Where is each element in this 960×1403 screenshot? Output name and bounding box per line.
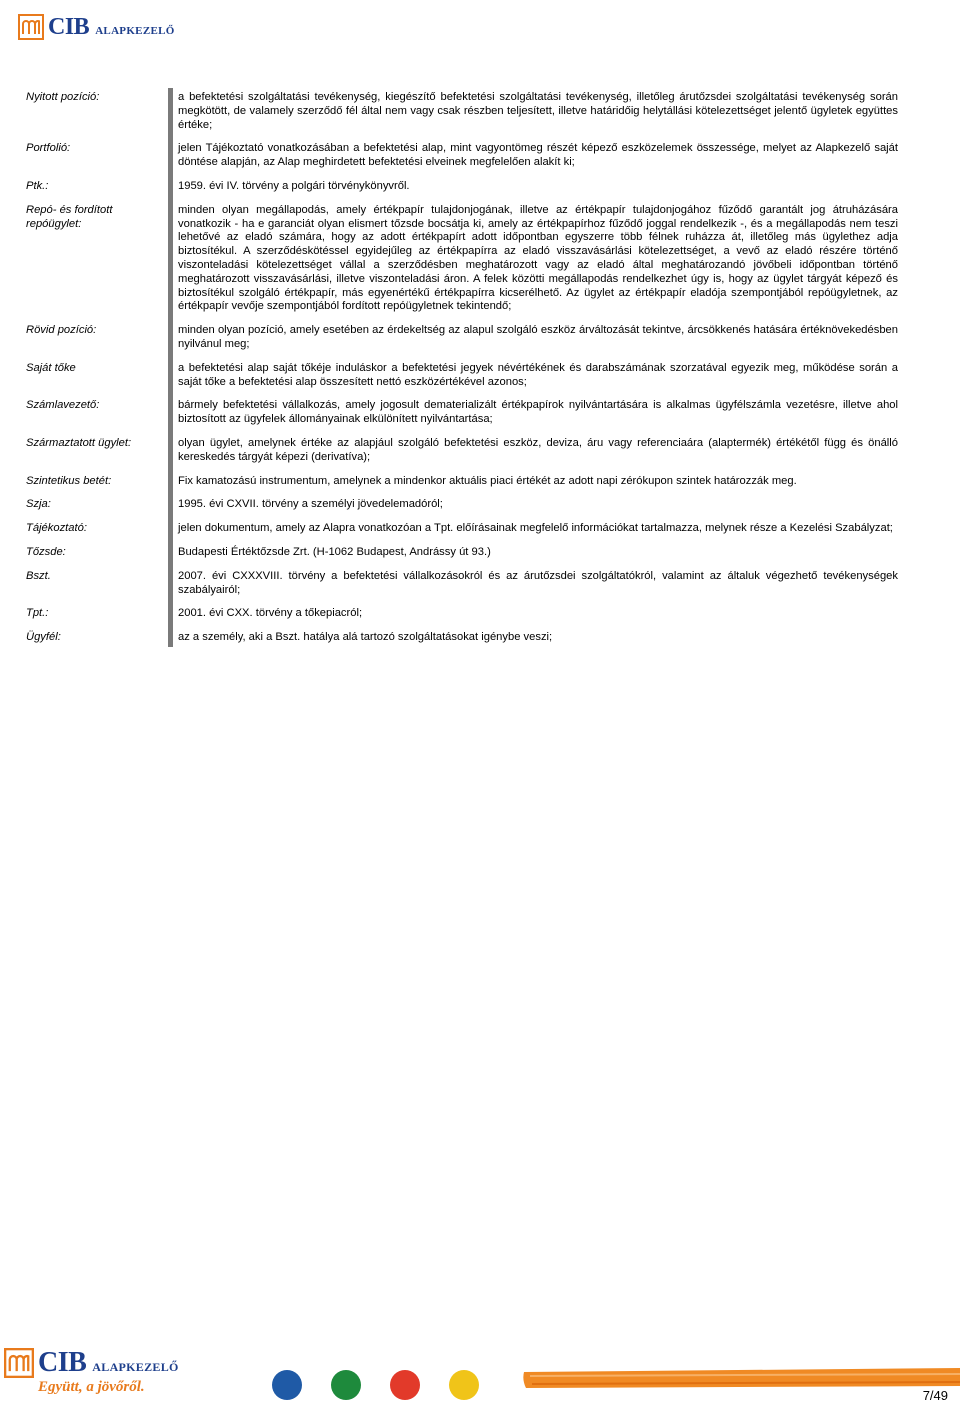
header-logo bbox=[18, 8, 175, 40]
definition-term: Repó- és fordított repóügylet: bbox=[26, 203, 113, 230]
cib-logo-icon bbox=[4, 1348, 34, 1378]
orange-brush-stripe bbox=[520, 1364, 960, 1394]
definition-row bbox=[26, 543, 898, 562]
definition-text: Budapesti Értéktőzsde Zrt. (H-1062 Budapest, Andrássy út 93.) bbox=[168, 538, 898, 562]
definition-text: a befektetési szolgáltatási tevékenység, kiegészítő befektetési szolgáltatási tevékenység, illetőleg árutőzsdei szolgáltatási tevékenység során megkötött, de valamely szerződő fél által nem vagy csak részben teljesített, illetve határidőig helytállási kötelezettséget jelentő ügyletek együttes értéke; bbox=[168, 88, 898, 134]
definition-term: Szja: bbox=[26, 498, 51, 511]
definitions-list bbox=[26, 88, 898, 652]
definition-text: bármely befektetési vállalkozás, amely jogosult dematerializált értékpapírok nyilvántartására is alkalmas ügyfélszámla vezetésre, illetve ahol biztosított az ügyfelek állományainak elkülönített nyilvántartása; bbox=[168, 391, 898, 429]
footer-brand: CIB bbox=[38, 1347, 87, 1378]
header-brand: CIB bbox=[48, 14, 90, 40]
definition-term: Származtatott ügylet: bbox=[26, 436, 132, 449]
definition-term: Nyitott pozíció: bbox=[26, 91, 100, 103]
definition-term: Ptk.: bbox=[26, 179, 49, 192]
page-number: 7/49 bbox=[922, 1388, 948, 1403]
definition-text: minden olyan pozíció, amely esetében az érdekeltség az alapul szolgáló eszköz árváltozását tekintve, árcsökkenés hatására értéknövekedésben nyilvánul meg; bbox=[168, 316, 898, 354]
yellow-dot bbox=[449, 1370, 479, 1400]
page-footer bbox=[0, 1340, 960, 1403]
definition-text: a befektetési alap saját tőkéje induláskor a befektetési jegyek névértékének és darabszámának szorzatával egyezik meg, működése során a saját tőke a befektetési alap összesített nettó eszközértékével azonos; bbox=[168, 354, 898, 392]
definition-term: Bszt. bbox=[26, 569, 51, 582]
definition-term: Tőzsde: bbox=[26, 545, 66, 558]
definition-text: minden olyan megállapodás, amely értékpapír tulajdonjogának, illetve az értékpapír tulajdonjogához fűződő garantált jog átruházására vonatkozik - ha e garanciát olyan elismert tőzsde bocsátja ki, amely az értékpapírhoz fűződő joggal rendelkezik -, és a megállapodás nem teszi lehetővé az eladó számára, hogy az adott értékpapírt adott időpontban egyszerre több félnek ruházza át, illetőleg más ügylethez adja biztosítékul. A szerződéskötéssel egyidejűleg az értékpapírra az eladó visszavásárlási kötelezettséget, a vevő az eladó részére történő viszonteladási kötelezettséget vállal a szerződésben meghatározott vagy az eladó által meghatározandó jövőbeli időpontban történő meghatározott visszavásárlási, illetve viszonteladási áron. A felek közötti megállapodás rendelkezhet úgy is, hogy az ügylet tárgyát képező és biztosítékul szolgáló értékpapír, más egyenértékű értékpapírra kicserélhető. Az ügylet az értékpapír eladója szempontjából repóügyletnek, az értékpapír vevője szempontjából fordított repóügyletnek tekintendő; bbox=[168, 196, 898, 316]
definition-term: Portfolió: bbox=[26, 142, 71, 155]
definition-term: Saját tőke bbox=[26, 361, 76, 374]
definition-row bbox=[26, 177, 898, 196]
definition-term: Számlavezető: bbox=[26, 399, 100, 412]
definition-row bbox=[26, 88, 898, 134]
definition-row bbox=[26, 396, 898, 429]
definition-text: jelen dokumentum, amely az Alapra vonatkozóan a Tpt. előírásainak megfelelő információkat tartalmazza, melynek része a Kezelési Szabályzat; bbox=[168, 514, 898, 538]
header-brand-sub: ALAPKEZELŐ bbox=[95, 25, 175, 37]
definition-term: Szintetikus betét: bbox=[26, 474, 112, 487]
definition-term: Rövid pozíció: bbox=[26, 324, 97, 337]
definition-row bbox=[26, 628, 898, 647]
definition-row bbox=[26, 434, 898, 467]
color-dots bbox=[272, 1370, 508, 1400]
footer-slogan: Együtt, a jövőről. bbox=[38, 1379, 145, 1395]
definition-row bbox=[26, 567, 898, 600]
definition-row bbox=[26, 201, 898, 316]
footer-logo bbox=[4, 1348, 179, 1396]
definition-row bbox=[26, 472, 898, 491]
definition-text: jelen Tájékoztató vonatkozásában a befektetési alap, mint vagyontömeg részét képező eszközelemek összessége, melyet az Alapkezelő saját döntése alapján, az Alap meghirdetett befektetési elveinek megfelelően alakít ki; bbox=[168, 134, 898, 172]
definition-text: 2007. évi CXXXVIII. törvény a befektetési vállalkozásokról és az árutőzsdei szolgáltatókról, valamint az általuk végezhető tevékenységek szabályairól; bbox=[168, 562, 898, 600]
definition-term: Tájékoztató: bbox=[26, 522, 87, 535]
definition-term: Ügyfél: bbox=[26, 631, 61, 644]
red-dot bbox=[390, 1370, 420, 1400]
definition-text: olyan ügylet, amelynek értéke az alapjául szolgáló befektetési eszköz, deviza, áru vagy referenciaára (alaptermék) értékétől függ és önálló kereskedés tárgyát képezi (derivatíva); bbox=[168, 429, 898, 467]
definition-term: Tpt.: bbox=[26, 607, 49, 620]
definition-row bbox=[26, 495, 898, 514]
definition-row bbox=[26, 519, 898, 538]
definition-row bbox=[26, 359, 898, 392]
definition-text: 1959. évi IV. törvény a polgári törvénykönyvről. bbox=[168, 172, 898, 196]
definition-row bbox=[26, 139, 898, 172]
definition-text: 1995. évi CXVII. törvény a személyi jövedelemadóról; bbox=[168, 490, 898, 514]
cib-logo-icon bbox=[18, 14, 44, 40]
definition-text: az a személy, aki a Bszt. hatálya alá tartozó szolgáltatásokat igénybe veszi; bbox=[168, 623, 898, 647]
definition-text: Fix kamatozású instrumentum, amelynek a mindenkor aktuális piaci értékét az adott napi zérókupon szintek határozzák meg. bbox=[168, 467, 898, 491]
blue-dot bbox=[272, 1370, 302, 1400]
footer-brand-sub: ALAPKEZELŐ bbox=[92, 1360, 179, 1374]
definition-row bbox=[26, 321, 898, 354]
green-dot bbox=[331, 1370, 361, 1400]
definition-row bbox=[26, 604, 898, 623]
definition-text: 2001. évi CXX. törvény a tőkepiacról; bbox=[168, 599, 898, 623]
